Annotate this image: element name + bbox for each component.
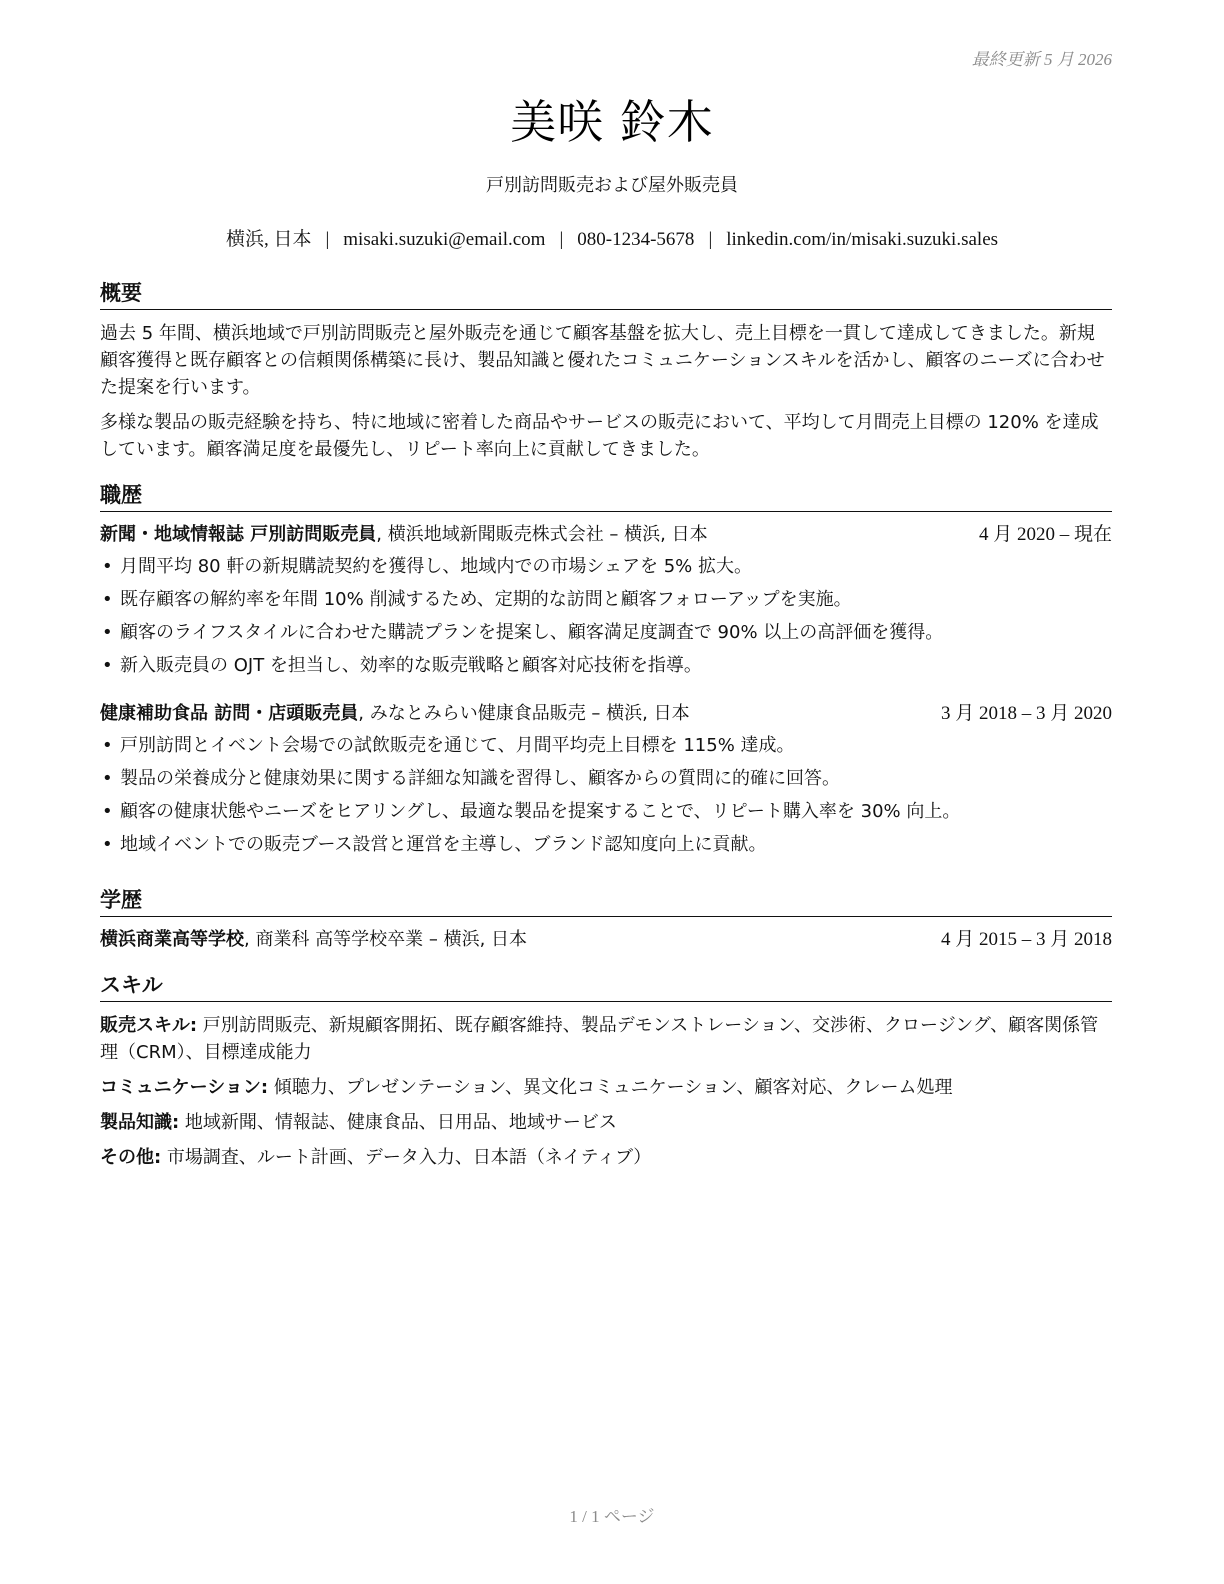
contact-linkedin[interactable]: linkedin.com/in/misaki.suzuki.sales <box>726 229 999 250</box>
job-bullet: • 顧客のライフスタイルに合わせた購読プランを提案し、顧客満足度調査で 90% 以上の高評価を獲得。 <box>100 616 1112 649</box>
job-dates: 3 月 2018 – 3 月 2020 <box>940 703 1112 724</box>
education-section <box>100 884 1112 953</box>
job-tagline: 戸別訪問販売および屋外販売員 <box>486 175 738 196</box>
job-header <box>100 522 1112 548</box>
job-bullet: • 地域イベントでの販売ブース設営と運営を主導し、ブランド認知度向上に貢献。 <box>100 828 1112 861</box>
summary-paragraph: 過去 5 年間、横浜地域で戸別訪問販売と屋外販売を通じて顧客基盤を拡大し、売上目標を一貫して達成してきました。新規顧客獲得と既存顧客との信頼関係構築に長け、製品知識と優れたコミュニケーションスキルを活かし、顧客のニーズに合わせた提案を行います。 <box>100 323 1105 398</box>
contact-email[interactable]: misaki.suzuki@email.com <box>343 229 546 250</box>
job-bullet: • 戸別訪問とイベント会場での試飲販売を通じて、月間平均売上目標を 115% 達成。 <box>100 729 1112 762</box>
section-title-experience: 職歴 <box>100 479 1112 512</box>
separator: | <box>708 229 713 250</box>
skill-label: その他: <box>100 1147 162 1168</box>
skill-value: 戸別訪問販売、新規顧客開拓、既存顧客維持、製品デモンストレーション、交渉術、クロージング、顧客関係管理（CRM）、目標達成能力 <box>100 1015 1099 1063</box>
job-bullets <box>100 729 1112 861</box>
job-entry <box>100 701 1112 861</box>
separator: | <box>325 229 330 250</box>
separator: | <box>559 229 564 250</box>
skill-label: 販売スキル: <box>100 1015 198 1036</box>
job-bullet: • 製品の栄養成分と健康効果に関する詳細な知識を習得し、顧客からの質問に的確に回答。 <box>100 762 1112 795</box>
job-role: 健康補助食品 訪問・店頭販売員 <box>100 703 359 724</box>
page-number: 1 / 1 ページ <box>569 1507 655 1526</box>
summary-paragraph: 多様な製品の販売経験を持ち、特に地域に密着した商品やサービスの販売において、平均して月間売上目標の 120% を達成しています。顧客満足度を最優先し、リピート率向上に貢献してきました。 <box>100 412 1099 460</box>
skill-line <box>100 1074 1112 1101</box>
job-bullet: • 既存顧客の解約率を年間 10% 削減するため、定期的な訪問と顧客フォローアップを実施。 <box>100 583 1112 616</box>
job-bullet: • 新入販売員の OJT を担当し、効率的な販売戦略と顧客対応技術を指導。 <box>100 649 1112 682</box>
job-org: , 横浜地域新聞販売株式会社 – 横浜, 日本 <box>376 524 708 545</box>
last-updated: 最終更新 5 月 2026 <box>971 50 1112 69</box>
contact-line <box>0 224 1224 251</box>
skill-value: 地域新聞、情報誌、健康食品、日用品、地域サービス <box>179 1112 617 1133</box>
contact-phone[interactable]: 080-1234-5678 <box>577 229 695 250</box>
section-title-skills: スキル <box>100 969 1112 1002</box>
candidate-name: 美咲 鈴木 <box>510 95 714 149</box>
education-dates: 4 月 2015 – 3 月 2018 <box>940 929 1112 950</box>
skill-line <box>100 1144 1112 1171</box>
job-dates: 4 月 2020 – 現在 <box>978 524 1112 545</box>
skills-section <box>100 969 1112 1179</box>
job-entry <box>100 522 1112 682</box>
job-header <box>100 701 1112 727</box>
job-bullet: • 顧客の健康状態やニーズをヒアリングし、最適な製品を提案することで、リピート購入率を 30% 向上。 <box>100 795 1112 828</box>
job-role: 新聞・地域情報誌 戸別訪問販売員 <box>100 524 377 545</box>
skill-line <box>100 1012 1112 1066</box>
job-bullet: • 月間平均 80 軒の新規購読契約を獲得し、地域内での市場シェアを 5% 拡大。 <box>100 550 1112 583</box>
skill-line <box>100 1109 1112 1136</box>
job-bullets <box>100 550 1112 682</box>
contact-location: 横浜, 日本 <box>225 229 312 250</box>
skill-value: 市場調査、ルート計画、データ入力、日本語（ネイティブ） <box>161 1147 652 1168</box>
skill-value: 傾聴力、プレゼンテーション、異文化コミュニケーション、顧客対応、クレーム処理 <box>268 1077 953 1098</box>
job-org: , みなとみらい健康食品販売 – 横浜, 日本 <box>358 703 690 724</box>
summary-section <box>100 277 1112 471</box>
school-detail: , 商業科 高等学校卒業 – 横浜, 日本 <box>244 929 528 950</box>
section-title-education: 学歴 <box>100 884 1112 917</box>
section-title-summary: 概要 <box>100 277 1112 310</box>
education-entry <box>100 927 1112 953</box>
school-name: 横浜商業高等学校 <box>100 929 244 950</box>
experience-section <box>100 479 1112 861</box>
skill-label: 製品知識: <box>100 1112 180 1133</box>
skill-label: コミュニケーション: <box>100 1077 269 1098</box>
